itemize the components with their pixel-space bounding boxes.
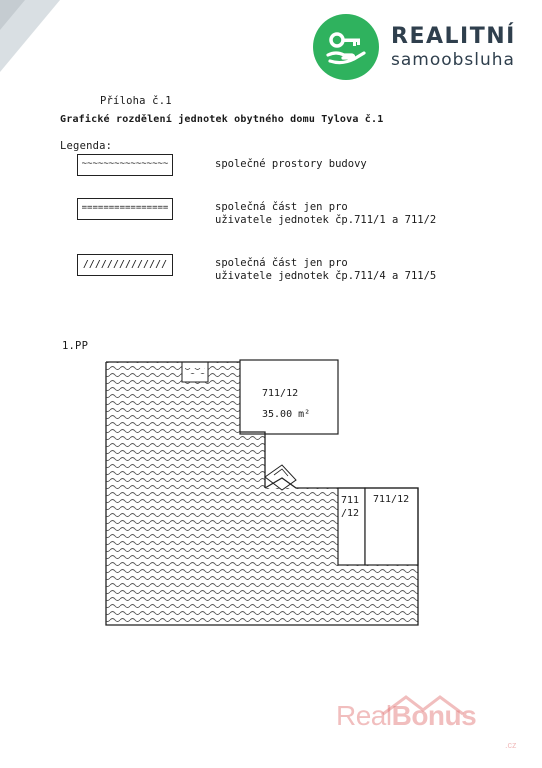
legend-desc-common: společné prostory budovy — [215, 158, 367, 170]
legend-desc-711-1-2: společná část jen pro uživatele jednotek čp.711/1 a 711/2 — [215, 201, 437, 226]
document-title: Grafické rozdělení jednotek obytného domu Tylova č.1 — [60, 114, 384, 125]
unit-label-upper: 711/12 — [262, 388, 299, 399]
unit-label-lower: 711/12 — [373, 494, 410, 505]
stair-marker — [265, 465, 296, 490]
legend-heading: Legenda: — [60, 140, 113, 152]
watermark-text-b: Bonus — [391, 700, 477, 731]
legend-desc-711-4-5: společná část jen pro uživatele jednotek čp.711/4 a 711/5 — [215, 257, 437, 282]
logo-subtitle: samoobsluha — [391, 50, 515, 70]
unit-label-narrow: 711 /12 — [341, 495, 360, 519]
legend-swatch-711-1-2: ================ — [77, 198, 173, 220]
logo-title: REALITNÍ — [391, 24, 516, 49]
attachment-label: Příloha č.1 — [100, 95, 172, 107]
watermark-text-a: Real — [336, 700, 392, 731]
legend-swatch-711-4-5: ////////////// — [77, 254, 173, 276]
watermark-suffix: .cz — [505, 740, 517, 750]
unit-area-upper: 35.00 m² — [262, 409, 311, 420]
floor-label: 1.PP — [62, 340, 89, 352]
legend-swatch-common: ~~~~~~~~~~~~~~~~ — [77, 154, 173, 176]
